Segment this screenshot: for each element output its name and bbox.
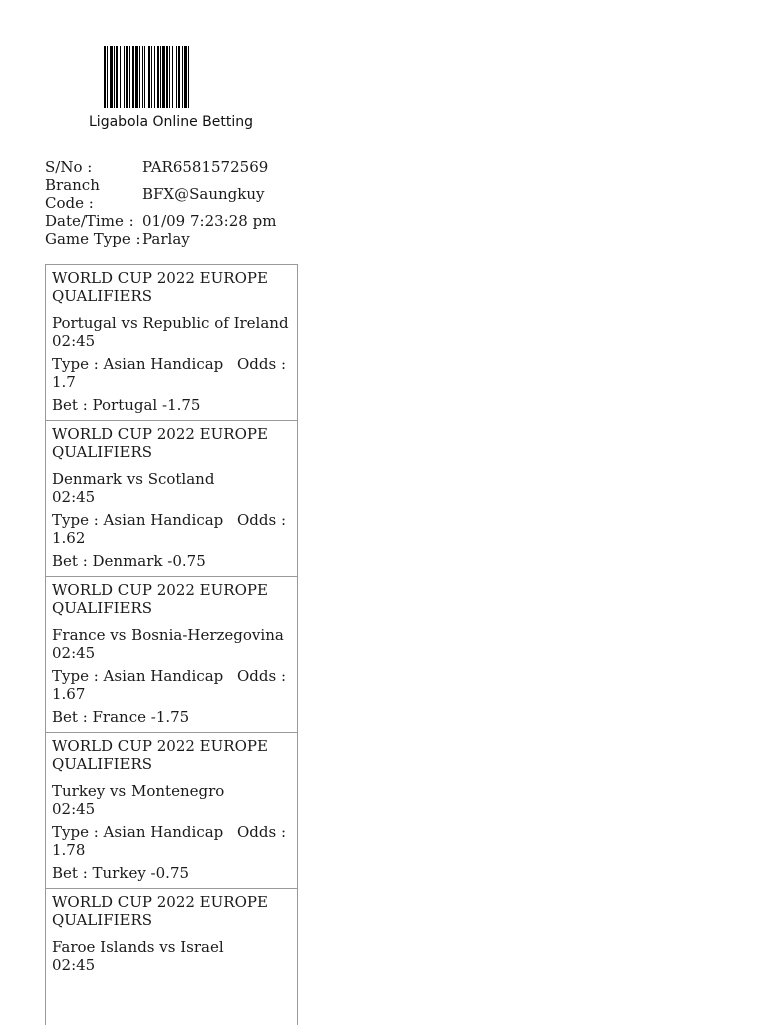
branch-label: Branch Code :: [45, 176, 100, 212]
bet-odds: Odds : 1.78: [52, 823, 287, 859]
bet-type-line: [52, 823, 291, 859]
bet-type: Type : Asian Handicap: [52, 511, 224, 529]
bet-type-line: [52, 511, 291, 547]
sno-row: [45, 158, 305, 176]
bet-type-line: [52, 667, 291, 703]
gametype-value: Parlay: [142, 230, 190, 248]
match-name: Portugal vs Republic of Ireland: [52, 314, 289, 332]
bet-type: Type : Asian Handicap: [52, 355, 224, 373]
brand-name: Ligabola Online Betting: [89, 114, 253, 130]
bet-selection: Bet : Denmark -0.75: [52, 552, 206, 570]
barcode-icon: [104, 46, 238, 108]
sno-label: S/No :: [45, 158, 93, 176]
bet-slip: [45, 264, 298, 1025]
bet-type: Type : Asian Handicap: [52, 823, 224, 841]
datetime-value: 01/09 7:23:28 pm: [142, 212, 277, 230]
competition-name: WORLD CUP 2022 EUROPE QUALIFIERS: [52, 581, 268, 617]
competition-name: WORLD CUP 2022 EUROPE QUALIFIERS: [52, 737, 268, 773]
datetime-row: [45, 212, 305, 230]
bet-entry: [46, 421, 297, 577]
ticket-info: [45, 158, 305, 248]
match-time: 02:45: [52, 488, 96, 506]
bet-entry: [46, 265, 297, 421]
bet-selection: Bet : Turkey -0.75: [52, 864, 190, 882]
datetime-label: Date/Time :: [45, 212, 134, 230]
match-time: 02:45: [52, 956, 96, 974]
branch-row: [45, 176, 305, 212]
bet-selection: Bet : France -1.75: [52, 708, 190, 726]
match-time: 02:45: [52, 644, 96, 662]
bet-selection: Bet : Portugal -1.75: [52, 396, 201, 414]
match-time: 02:45: [52, 332, 96, 350]
branch-value: BFX@Saungkuy: [142, 185, 265, 203]
match-name: France vs Bosnia-Herzegovina: [52, 626, 284, 644]
bet-entry: [46, 733, 297, 889]
bet-type: Type : Asian Handicap: [52, 667, 224, 685]
bet-type-line: [52, 355, 291, 391]
bet-odds: Odds : 1.62: [52, 511, 287, 547]
bet-odds: Odds : 1.7: [52, 355, 287, 391]
competition-name: WORLD CUP 2022 EUROPE QUALIFIERS: [52, 269, 268, 305]
match-name: Faroe Islands vs Israel: [52, 938, 224, 956]
competition-name: WORLD CUP 2022 EUROPE QUALIFIERS: [52, 425, 268, 461]
bet-entry: [46, 577, 297, 733]
match-time: 02:45: [52, 800, 96, 818]
bet-odds: Odds : 1.67: [52, 667, 287, 703]
gametype-label: Game Type :: [45, 230, 141, 248]
match-name: Denmark vs Scotland: [52, 470, 215, 488]
match-name: Turkey vs Montenegro: [52, 782, 225, 800]
competition-name: WORLD CUP 2022 EUROPE QUALIFIERS: [52, 893, 268, 929]
barcode-block: [86, 46, 256, 130]
bet-entry: [46, 889, 297, 1025]
gametype-row: [45, 230, 305, 248]
sno-value: PAR6581572569: [142, 158, 269, 176]
